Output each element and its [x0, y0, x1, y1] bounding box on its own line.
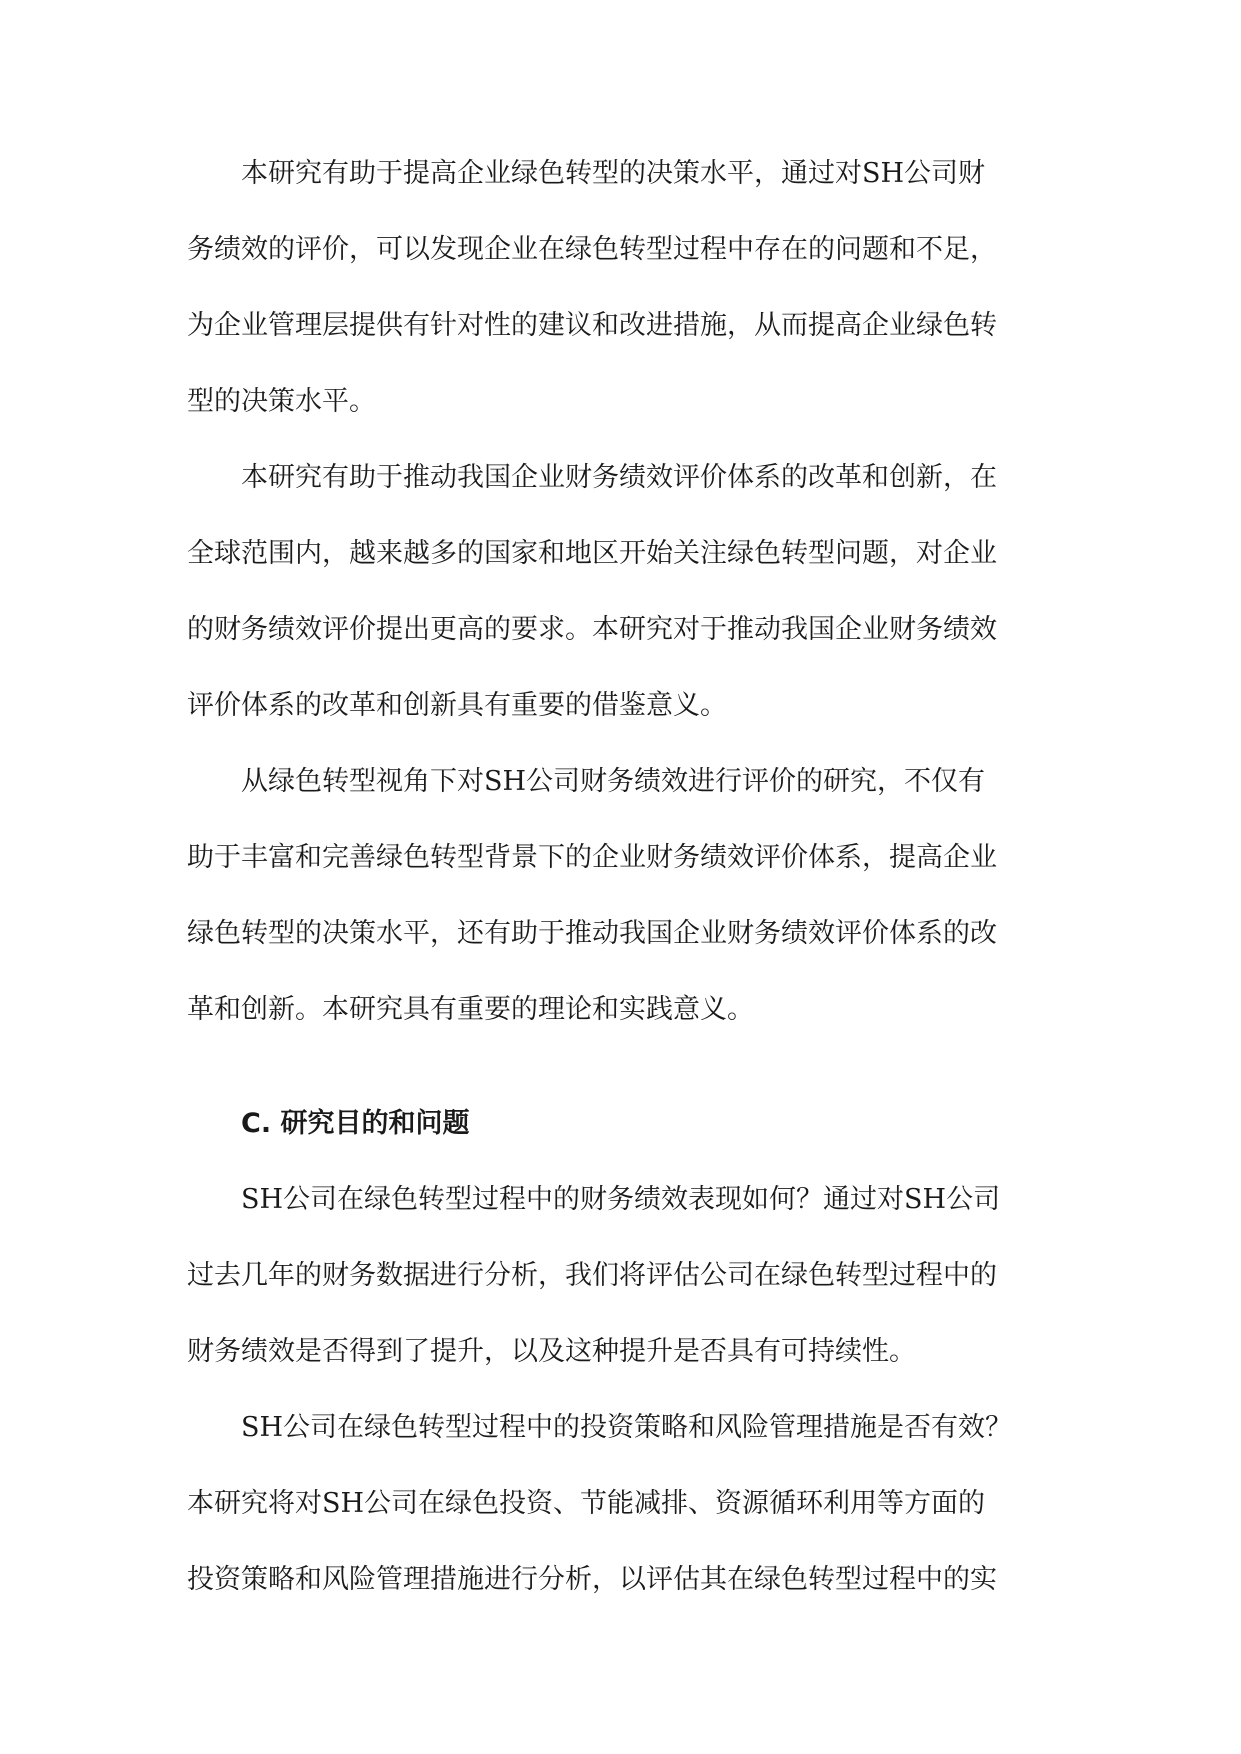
section-heading: C. 研究目的和问题	[241, 1108, 470, 1139]
paragraph-decision-level: 本研究有助于提高企业绿色转型的决策水平，通过对SH公司财 务绩效的评价，可以发现企业在绿色转型过程中存在的问题和不足， 为企业管理层提供有针对性的建议和改进措施，从而提高企业绿色转 型的决策水平。	[187, 158, 997, 417]
paragraph-research-significance: 从绿色转型视角下对SH公司财务绩效进行评价的研究，不仅有 助于丰富和完善绿色转型背景下的企业财务绩效评价体系，提高企业 绿色转型的决策水平，还有助于推动我国企业财务绩效评价体系的改 革和创新。本研究具有重要的理论和实践意义。	[187, 766, 997, 1025]
paragraph-question-performance: SH公司在绿色转型过程中的财务绩效表现如何？通过对SH公司 过去几年的财务数据进行分析，我们将评估公司在绿色转型过程中的 财务绩效是否得到了提升，以及这种提升是否具有可持续性。	[187, 1184, 1001, 1367]
paragraph-evaluation-reform: 本研究有助于推动我国企业财务绩效评价体系的改革和创新，在 全球范围内，越来越多的国家和地区开始关注绿色转型问题，对企业 的财务绩效评价提出更高的要求。本研究对于推动我国企业财务绩效 评价体系的改革和创新具有重要的借鉴意义。	[187, 462, 997, 721]
document-body	[187, 136, 1055, 1618]
paragraph-question-investment: SH公司在绿色转型过程中的投资策略和风险管理措施是否有效？ 本研究将对SH公司在绿色投资、节能减排、资源循环利用等方面的 投资策略和风险管理措施进行分析，以评估其在绿色转型过程中的实	[187, 1412, 1013, 1595]
